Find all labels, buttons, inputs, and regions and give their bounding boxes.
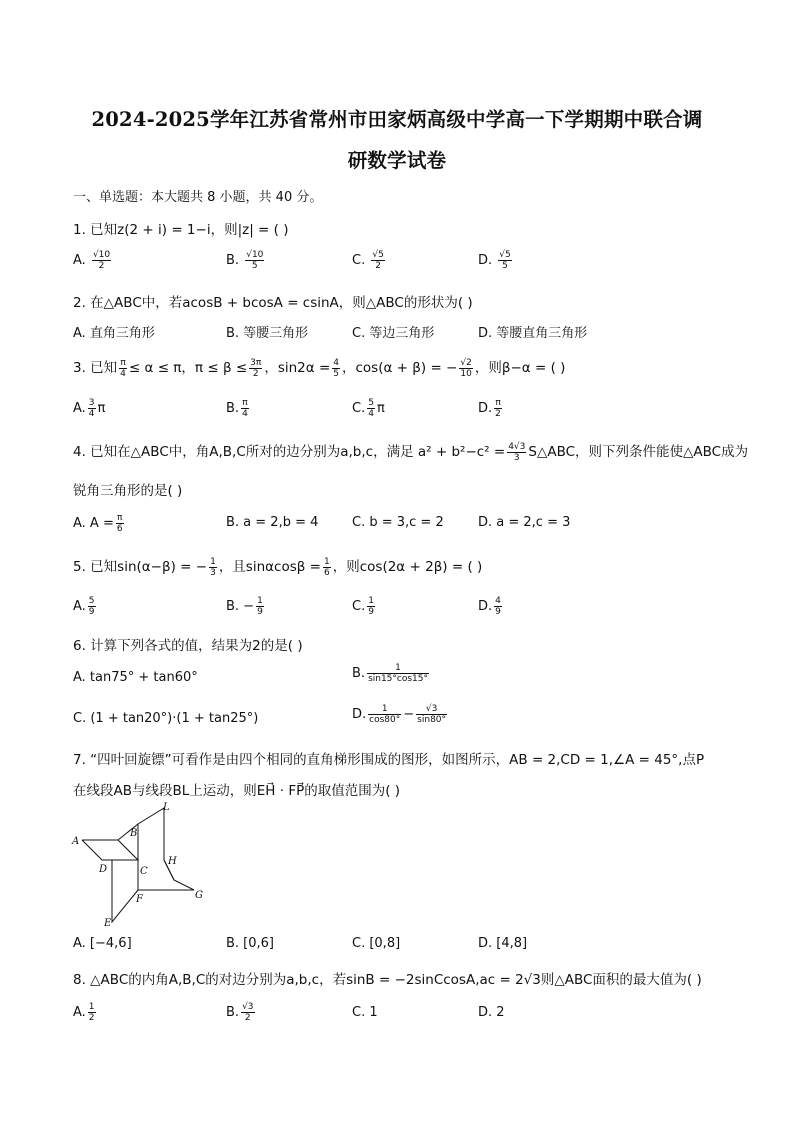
label-a: A bbox=[72, 836, 80, 847]
label-f: F bbox=[136, 894, 143, 905]
q7-option-d[interactable]: D. [4,8] bbox=[478, 936, 528, 951]
page-title-line2: 研数学试卷 bbox=[347, 149, 447, 172]
q5-option-b[interactable]: B. − $\frac{1}{9}$ bbox=[226, 596, 263, 617]
q2-option-d[interactable]: D. 等腰直角三角形 bbox=[478, 326, 588, 341]
q8-option-a[interactable]: A. $\frac{1}{2}$ bbox=[73, 1002, 95, 1023]
q6-option-a[interactable]: A. tan75° + tan60° bbox=[73, 670, 198, 685]
question-3-stem: 3. 已知 $\frac{\pi}{4}$ ≤ α ≤ π，π ≤ β ≤ $\frac{3\pi}{2}$ ，sin2α = $\frac{4}{5}$ ，cos(α + β) = − $\frac{√2}{10}$ ，则β−α = ( ) bbox=[73, 357, 566, 379]
fraction: $\frac{√10}{2}$ bbox=[92, 250, 111, 271]
boomerang-figure bbox=[68, 800, 218, 928]
fraction: $\frac{√5}{5}$ bbox=[499, 250, 511, 271]
question-4-stem: 4. 已知在△ABC中，角A,B,C所对的边分别为a,b,c，满足 a² + b²−c² = $\frac{4√3}{3}$ S△ABC，则下列条件能使△ABC成为 bbox=[73, 441, 749, 463]
label-h: H bbox=[168, 856, 177, 867]
question-4-stem-line2: 锐角三角形的是( ) bbox=[73, 483, 183, 499]
q6-option-b[interactable]: B. $\frac{1}{\sin 15^\circ\cos 15^\circ}$ bbox=[352, 663, 429, 684]
label-l: L bbox=[163, 802, 170, 813]
q6-option-d[interactable]: D. $\frac{1}{\cos 80^\circ}$ − $\frac{√3}{\sin 80^\circ}$ bbox=[352, 704, 447, 725]
q7-option-b[interactable]: B. [0,6] bbox=[226, 936, 275, 951]
q2-option-a[interactable]: A. 直角三角形 bbox=[73, 326, 155, 341]
question-8-stem: 8. △ABC的内角A,B,C的对边分别为a,b,c，若sinB = −2sinCcosA,ac = 2√3则△ABC面积的最大值为( ) bbox=[73, 972, 702, 988]
question-7-stem: 7. “四叶回旋镖”可看作是由四个相同的直角梯形围成的图形，如图所示，AB = 2,CD = 1,∠A = 45°,点P bbox=[73, 752, 705, 768]
q4-option-b[interactable]: B. a = 2,b = 4 bbox=[226, 515, 319, 530]
q7-option-c[interactable]: C. [0,8] bbox=[352, 936, 401, 951]
q3-option-a[interactable]: A. $\frac{3}{4}$ π bbox=[73, 398, 106, 419]
q8-option-b[interactable]: B. $\frac{√3}{2}$ bbox=[226, 1002, 254, 1023]
question-5-stem: 5. 已知sin(α−β) = − $\frac{1}{3}$ ，且sinαcosβ = $\frac{1}{6}$ ，则cos(2α + 2β) = ( ) bbox=[73, 556, 483, 578]
q4-option-d[interactable]: D. a = 2,c = 3 bbox=[478, 515, 571, 530]
q3-option-d[interactable]: D. $\frac{\pi}{2}$ bbox=[478, 398, 501, 419]
q4-option-a[interactable]: A. A = $\frac{\pi}{6}$ bbox=[73, 513, 123, 534]
q5-option-c[interactable]: C. $\frac{1}{9}$ bbox=[352, 596, 374, 617]
q1-option-a[interactable]: A. $\frac{√10}{2}$ bbox=[73, 250, 111, 271]
q3-option-b[interactable]: B. $\frac{\pi}{4}$ bbox=[226, 398, 248, 419]
q7-option-a[interactable]: A. [−4,6] bbox=[73, 936, 132, 951]
question-1-stem: 1. 已知z(2 + i) = 1−i，则|z| = ( ) bbox=[73, 222, 289, 238]
page-title-line1: 2024-2025学年江苏省常州市田家炳高级中学高一下学期期中联合调 bbox=[91, 108, 703, 131]
q3-option-c[interactable]: C. $\frac{5}{4}$ π bbox=[352, 398, 385, 419]
q8-option-c[interactable]: C. 1 bbox=[352, 1005, 378, 1020]
label-g: G bbox=[195, 890, 203, 901]
label-c: C bbox=[140, 866, 148, 877]
question-7-stem-line2: 在线段AB与线段BL上运动，则EH⃗ · FP⃗的取值范围为( ) bbox=[73, 783, 401, 799]
fraction: $\frac{√5}{2}$ bbox=[372, 250, 384, 271]
q5-option-a[interactable]: A. $\frac{5}{9}$ bbox=[73, 596, 95, 617]
q1-option-b[interactable]: B. $\frac{√10}{5}$ bbox=[226, 250, 264, 271]
label-e: E bbox=[104, 918, 112, 928]
fraction: $\frac{√10}{5}$ bbox=[246, 250, 264, 271]
q6-option-c[interactable]: C. (1 + tan20°)·(1 + tan25°) bbox=[73, 711, 259, 726]
label-b: B bbox=[130, 828, 138, 839]
q4-option-c[interactable]: C. b = 3,c = 2 bbox=[352, 515, 444, 530]
q2-option-b[interactable]: B. 等腰三角形 bbox=[226, 326, 309, 341]
q8-option-d[interactable]: D. 2 bbox=[478, 1005, 505, 1020]
q1-option-c[interactable]: C. $\frac{√5}{2}$ bbox=[352, 250, 384, 271]
label-d: D bbox=[99, 864, 108, 875]
question-2-stem: 2. 在△ABC中，若acosB + bcosA = csinA，则△ABC的形状为( ) bbox=[73, 295, 473, 311]
trapezoid-bottom bbox=[112, 860, 138, 922]
q1-option-d[interactable]: D. $\frac{√5}{5}$ bbox=[478, 250, 511, 271]
q2-option-c[interactable]: C. 等边三角形 bbox=[352, 326, 435, 341]
trapezoid-left bbox=[82, 840, 138, 860]
trapezoid-top bbox=[138, 808, 164, 860]
q5-option-d[interactable]: D. $\frac{4}{9}$ bbox=[478, 596, 501, 617]
question-6-stem: 6. 计算下列各式的值，结果为2的是( ) bbox=[73, 638, 303, 654]
section-heading: 一、单选题：本大题共 8 小题，共 40 分。 bbox=[73, 190, 323, 205]
